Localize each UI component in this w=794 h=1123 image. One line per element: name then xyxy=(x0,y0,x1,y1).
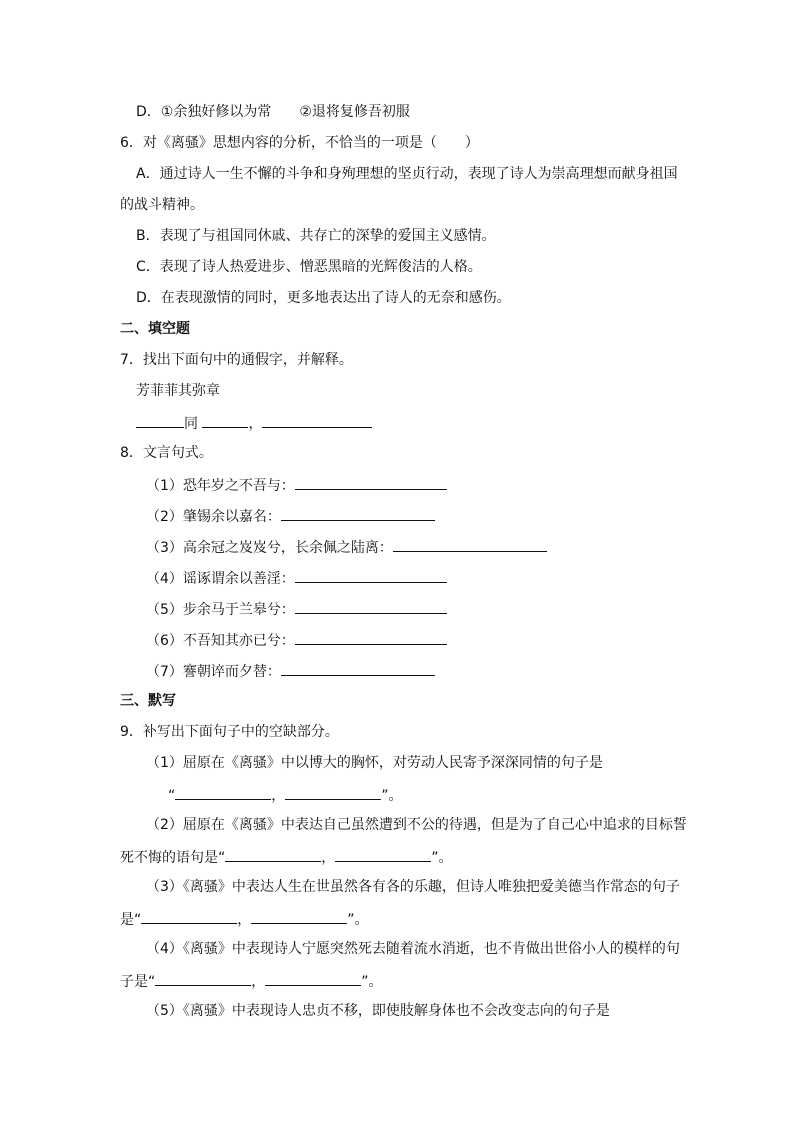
close-quote: ”。 xyxy=(381,788,403,804)
open-quote: “ xyxy=(168,788,176,804)
q8-item-text: （7）謇朝谇而夕替： xyxy=(146,664,281,680)
q9-item2-line1: （2）屈原在《离骚》中表达自己虽然遭到不公的待遇，但是为了自己心中追求的目标誓 xyxy=(146,817,687,833)
q9-item3-line1: （3）《离骚》中表达人生在世虽然各有各的乐趣，但诗人唯独把爱美德当作常态的句子 xyxy=(146,879,680,895)
close-quote: ”。 xyxy=(431,850,453,866)
answer-blank[interactable] xyxy=(175,784,271,800)
q8-item-text: （6）不吾知其亦已兮： xyxy=(146,633,295,649)
answer-blank[interactable] xyxy=(141,908,237,924)
q6-option-c: C．表现了诗人热爱进步、憎恶黑暗的光辉俊洁的人格。 xyxy=(136,259,482,275)
q6-stem: 6．对《离骚》思想内容的分析，不恰当的一项是（ ） xyxy=(120,135,479,151)
answer-blank[interactable] xyxy=(136,412,184,428)
q9-item2-prefix: 死不悔的语句是“ xyxy=(120,850,226,866)
q8-item-text: （3）高余冠之岌岌兮，长余佩之陆离： xyxy=(146,540,393,556)
answer-blank[interactable] xyxy=(281,660,435,676)
q8-item-text: （2）肇锡余以嘉名： xyxy=(146,509,281,525)
answer-blank[interactable] xyxy=(295,474,447,490)
q7-sentence: 芳菲菲其弥章 xyxy=(136,383,220,399)
q8-item-text: （4）谣诼谓余以善淫： xyxy=(146,571,295,587)
section-title-fill-in: 二、填空题 xyxy=(120,321,190,337)
q9-item3-line2 xyxy=(120,908,369,930)
answer-blank[interactable] xyxy=(265,970,361,986)
q8-item xyxy=(146,474,447,496)
q8-item xyxy=(146,598,447,620)
q8-stem: 8．文言句式。 xyxy=(120,445,213,461)
q9-item3-prefix: 是“ xyxy=(120,912,142,928)
q8-item-text: （1）恐年岁之不吾与： xyxy=(146,478,295,494)
answer-blank[interactable] xyxy=(281,505,435,521)
comma: ， xyxy=(251,974,266,990)
q9-item4-line2 xyxy=(120,970,383,992)
answer-blank[interactable] xyxy=(295,598,447,614)
q9-item4-prefix: 子是“ xyxy=(120,974,156,990)
q6-option-b: B．表现了与祖国同休戚、共存亡的深挚的爱国主义感情。 xyxy=(136,228,496,244)
q6-option-a-line2: 的战斗精神。 xyxy=(120,197,204,213)
q8-item xyxy=(146,505,435,527)
answer-blank[interactable] xyxy=(202,412,248,428)
answer-blank[interactable] xyxy=(225,846,321,862)
close-quote: ”。 xyxy=(347,912,369,928)
q6-option-a-line1: A．通过诗人一生不懈的斗争和身殉理想的坚贞行动，表现了诗人为崇高理想而献身祖国 xyxy=(136,166,678,182)
answer-blank[interactable] xyxy=(285,784,381,800)
q8-item xyxy=(146,629,447,651)
comma: ， xyxy=(237,912,252,928)
q9-item1-line2 xyxy=(168,784,403,806)
section-title-dictation: 三、默写 xyxy=(120,693,176,709)
q7-same-as: 同 xyxy=(184,416,198,432)
comma: ， xyxy=(321,850,336,866)
answer-blank[interactable] xyxy=(335,846,431,862)
q9-item4-line1: （4）《离骚》中表现诗人宁愿突然死去随着流水消逝，也不肯做出世俗小人的模样的句 xyxy=(146,941,680,957)
q8-item xyxy=(146,660,435,682)
q5-option-d: D．①余独好修以为常 ②退将复修吾初服 xyxy=(136,104,410,120)
q8-item-text: （5）步余马于兰皋兮： xyxy=(146,602,295,618)
q9-item5-line1: （5）《离骚》中表现诗人忠贞不移，即使肢解身体也不会改变志向的句子是 xyxy=(146,1003,610,1019)
q7-comma: ， xyxy=(248,416,263,432)
q8-item xyxy=(146,567,447,589)
q9-item2-line2 xyxy=(120,846,453,868)
answer-blank[interactable] xyxy=(262,412,372,428)
answer-blank[interactable] xyxy=(295,567,447,583)
q7-answer-line xyxy=(136,412,372,434)
q9-item1-line1: （1）屈原在《离骚》中以博大的胸怀，对劳动人民寄予深深同情的句子是 xyxy=(146,755,603,771)
q7-stem: 7．找出下面句中的通假字，并解释。 xyxy=(120,352,353,368)
q8-item xyxy=(146,536,547,558)
answer-blank[interactable] xyxy=(251,908,347,924)
q6-option-d: D．在表现激情的同时，更多地表达出了诗人的无奈和感伤。 xyxy=(136,290,511,306)
answer-blank[interactable] xyxy=(295,629,447,645)
comma: ， xyxy=(271,788,286,804)
answer-blank[interactable] xyxy=(155,970,251,986)
q9-stem: 9．补写出下面句子中的空缺部分。 xyxy=(120,724,339,740)
close-quote: ”。 xyxy=(361,974,383,990)
answer-blank[interactable] xyxy=(393,536,547,552)
